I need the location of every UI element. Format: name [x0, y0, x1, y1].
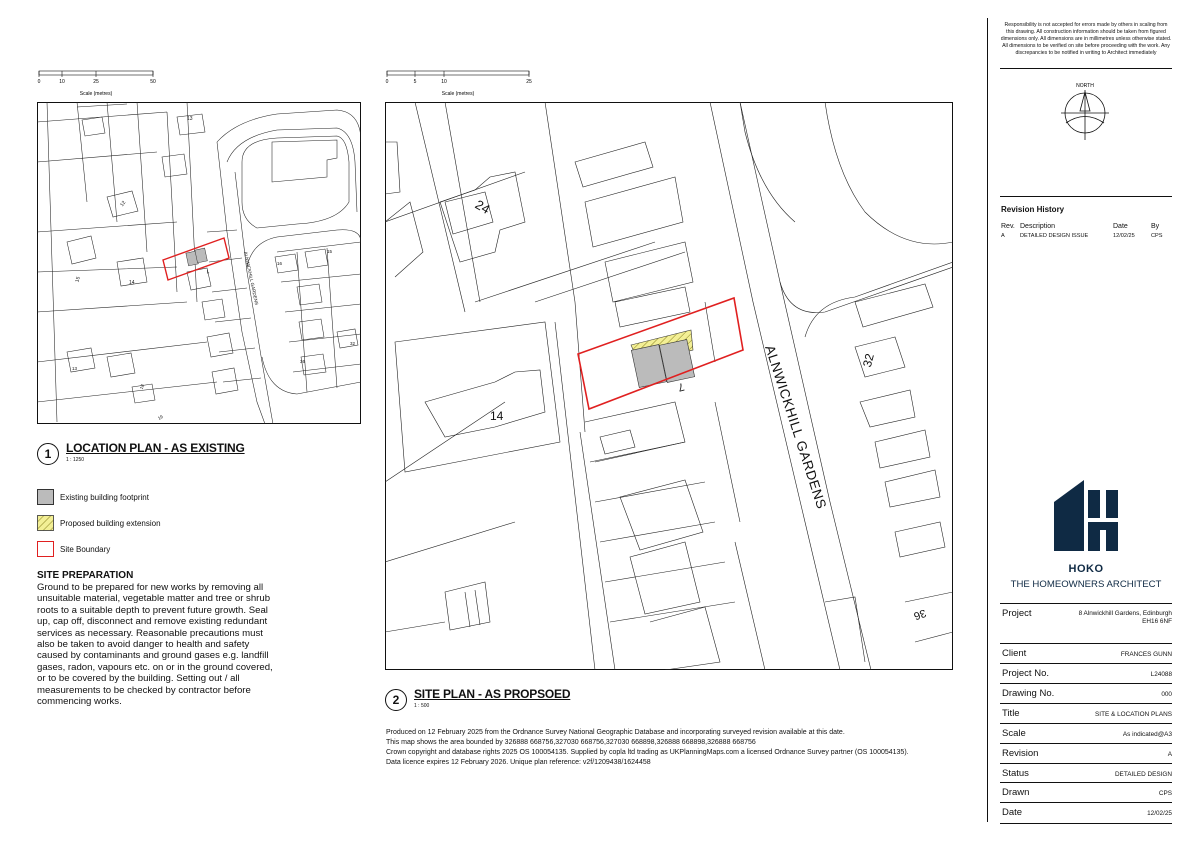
revision-col-date: Date [1113, 223, 1128, 230]
scale-tick: 25 [526, 79, 532, 85]
map-label: 19 [157, 414, 164, 421]
info-label: Drawing No. [1002, 688, 1055, 699]
revision-col-description: Description [1020, 223, 1056, 230]
revision-cell: DETAILED DESIGN ISSUE [1020, 233, 1089, 239]
info-value: 12/02/25 [1147, 810, 1172, 817]
title-block-border [987, 18, 988, 822]
legend-label: Site Boundary [60, 544, 111, 554]
map-label: 36 [911, 606, 928, 622]
map-label: 13 [187, 116, 193, 122]
map-label: 7 [204, 267, 210, 275]
info-label: Client [1002, 648, 1027, 659]
revision-row [1000, 743, 1172, 764]
map-label: 15 [74, 276, 82, 283]
map-label: 36 [300, 359, 306, 364]
info-label: Status [1002, 768, 1029, 779]
scale-tick: 0 [385, 79, 389, 85]
status-row [1000, 763, 1172, 784]
legend [37, 488, 161, 566]
location-plan-scale-bar [36, 68, 158, 98]
site-boundary-swatch [37, 541, 54, 557]
legend-item [37, 488, 161, 506]
map-label-street: ALNWICKHILL GARDENS [762, 343, 830, 511]
site-preparation-body: Ground to be prepared for new works by removing all unsuitable material, vegetable matter and tree or shrub roots to a suitable depth to prevent future growth. Seal up, cap off, disconnect and remove existing redundant services as necessary. Reasonable precautions must also be taken to avoid danger to health and safety caused by contaminants and ground gases e.g. landfill gases, radon, vapours etc. on or in the ground covered, or to be covered by the building. Setting out / all measurements to be checked by contractor before commencing works. [37, 582, 273, 708]
date-row [1000, 802, 1172, 824]
revision-cell: 12/02/25 [1113, 233, 1135, 239]
site-plan-scale-bar [384, 68, 534, 98]
map-label: 14 [129, 280, 135, 286]
brand-tagline: THE HOMEOWNERS ARCHITECT [1010, 579, 1162, 590]
scale-tick: 5 [413, 79, 417, 85]
map-label: 12 [119, 199, 128, 208]
scale-tick: 50 [150, 79, 156, 85]
revision-col-by: By [1151, 223, 1160, 230]
revision-cell: CPS [1151, 233, 1163, 239]
os-notes [386, 728, 966, 768]
info-label: Scale [1002, 728, 1026, 739]
revision-col-rev: Rev. [1001, 223, 1015, 230]
os-note-line: This map shows the area bounded by 326888 668756,327030 668756,327030 668898,326888 668898,326888 668756 [386, 739, 756, 746]
info-value: A [1167, 751, 1172, 758]
map-label-street: ALNWICKHILL GARDENS [243, 251, 260, 306]
revision-history-title: Revision History [1001, 205, 1065, 214]
map-label: 18 [138, 383, 146, 390]
map-label: 16 [277, 261, 283, 266]
info-label: Title [1002, 708, 1020, 719]
map-label: 7 [676, 380, 686, 394]
scale-caption: Scale (metres) [441, 91, 475, 97]
proposed-extension-swatch [37, 515, 54, 531]
divider [1000, 68, 1172, 69]
os-note-line: Data licence expires 12 February 2026. Unique plan reference: v2f/1209438/1624458 [386, 759, 651, 766]
location-plan-scale: 1 : 1250 [66, 457, 85, 463]
location-plan-number: 1 [37, 443, 59, 465]
project-row [1000, 603, 1172, 644]
title-row [1000, 703, 1172, 724]
scale-tick: 0 [37, 79, 41, 85]
revision-table [1001, 223, 1173, 243]
location-plan-title: LOCATION PLAN - AS EXISTING [66, 441, 245, 455]
legend-item [37, 514, 161, 532]
map-label: 32 [350, 341, 356, 346]
info-label: Project No. [1002, 668, 1049, 679]
hoko-logo-icon [1052, 478, 1120, 552]
info-value: As indicated@A3 [1122, 731, 1172, 738]
disclaimer-note: Responsibility is not accepted for errors made by others in scaling from this drawing. All construction information should be taken from figured dimensions only. All dimensions are in millimetres unless otherwise stated. All dimensions to be verified on site before proceeding with the work. Any discrepancies to be notified in writing to Architect immediately [1000, 22, 1172, 56]
site-plan-number: 2 [385, 689, 407, 711]
location-plan-map [37, 102, 361, 424]
info-value: DETAILED DESIGN [1114, 771, 1172, 778]
project-address-line2: EH16 6NF [1142, 618, 1172, 625]
drawing-no-row [1000, 683, 1172, 704]
project-address-line1: 8 Alnwickhill Gardens, Edinburgh [1078, 610, 1172, 617]
project-no-row [1000, 663, 1172, 684]
scale-tick: 10 [59, 79, 65, 85]
scale-row [1000, 723, 1172, 744]
client-row [1000, 643, 1172, 664]
site-plan-title: SITE PLAN - AS PROPSOED [414, 687, 571, 701]
north-label: NORTH [1076, 83, 1094, 89]
legend-label: Existing building footprint [60, 492, 149, 502]
existing-footprint-swatch [37, 489, 54, 505]
map-label: 15 [327, 249, 333, 254]
os-note-line: Produced on 12 February 2025 from the Ordnance Survey National Geographic Database and incorporating surveyed revision available at this date. [386, 729, 845, 736]
legend-item [37, 540, 161, 558]
drawn-row [1000, 782, 1172, 803]
os-note-line: Crown copyright and database rights 2025 OS 100054135. Supplied by copla ltd trading as UKPlanningMaps.com a licensed Ordnance Survey partner (OS 100054135). [386, 749, 909, 756]
info-value: CPS [1158, 790, 1172, 797]
scale-tick: 25 [93, 79, 99, 85]
divider [1000, 196, 1172, 197]
info-label: Date [1002, 807, 1023, 818]
scale-tick: 10 [441, 79, 447, 85]
revision-cell: A [1001, 233, 1005, 239]
info-label: Revision [1002, 748, 1039, 759]
map-label: 13 [72, 366, 78, 371]
brand-name: HOKO [1068, 563, 1104, 575]
info-value: SITE & LOCATION PLANS [1095, 711, 1172, 718]
info-value: FRANCES GUNN [1120, 651, 1172, 658]
project-label: Project [1002, 608, 1032, 619]
map-label: 24 [472, 196, 493, 217]
site-plan-scale: 1 : 500 [414, 703, 430, 709]
info-label: Drawn [1002, 787, 1030, 798]
north-arrow-icon [1055, 78, 1115, 142]
info-value: 000 [1161, 691, 1172, 698]
scale-caption: Scale (metres) [79, 91, 113, 97]
site-plan-map [385, 102, 953, 670]
site-preparation-title: SITE PREPARATION [37, 570, 134, 581]
info-value: L24088 [1150, 671, 1172, 678]
legend-label: Proposed building extension [60, 518, 161, 528]
map-label: 32 [859, 352, 877, 369]
map-label: 14 [490, 409, 504, 423]
